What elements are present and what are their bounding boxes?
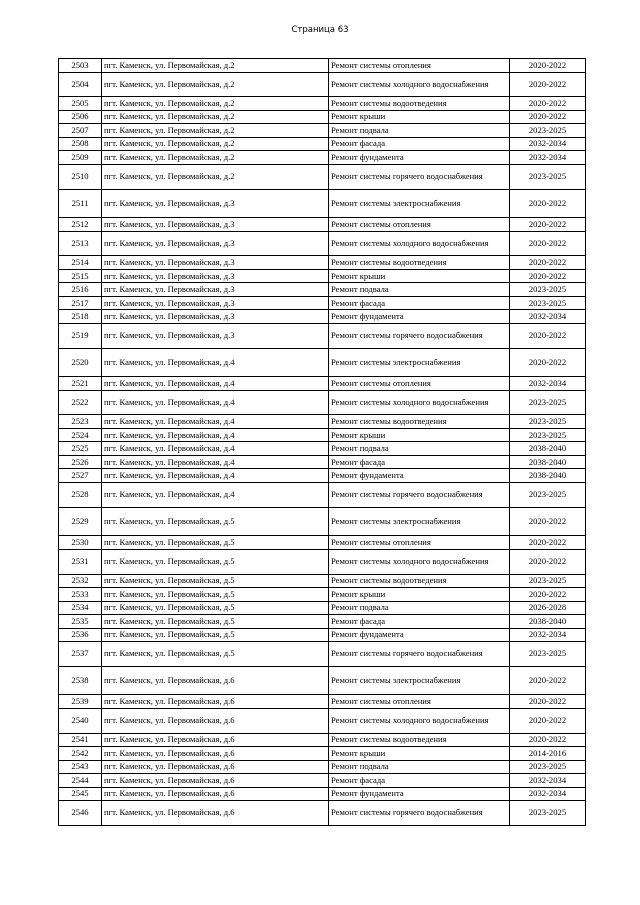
address-cell: пгт. Каменск, ул. Первомайская, д.6 [102,708,329,733]
address-cell: пгт. Каменск, ул. Первомайская, д.3 [102,218,329,232]
period-cell: 2020-2022 [510,256,586,270]
repair-schedule-table [58,58,586,826]
period-cell: 2023-2025 [510,642,586,667]
work-type-cell: Ремонт фасада [329,615,510,629]
address-cell: пгт. Каменск, ул. Первомайская, д.5 [102,549,329,574]
period-cell: 2020-2022 [510,536,586,550]
row-number: 2524 [59,428,102,442]
row-number: 2519 [59,323,102,348]
row-number: 2516 [59,283,102,297]
table-row [59,231,586,256]
row-number: 2546 [59,801,102,826]
period-cell: 2026-2028 [510,601,586,615]
table-row [59,218,586,232]
table-row [59,110,586,124]
period-cell: 2023-2025 [510,164,586,189]
period-cell: 2020-2022 [510,549,586,574]
address-cell: пгт. Каменск, ул. Первомайская, д.4 [102,469,329,483]
row-number: 2512 [59,218,102,232]
period-cell: 2020-2022 [510,588,586,602]
row-number: 2523 [59,415,102,429]
work-type-cell: Ремонт системы электроснабжения [329,189,510,218]
table-row [59,323,586,348]
work-type-cell: Ремонт фасада [329,137,510,151]
period-cell: 2023-2025 [510,124,586,138]
row-number: 2535 [59,615,102,629]
row-number: 2526 [59,455,102,469]
work-type-cell: Ремонт фундамента [329,469,510,483]
table-row [59,507,586,536]
row-number: 2530 [59,536,102,550]
address-cell: пгт. Каменск, ул. Первомайская, д.6 [102,747,329,761]
period-cell: 2023-2025 [510,390,586,415]
row-number: 2504 [59,72,102,97]
period-cell: 2020-2022 [510,189,586,218]
row-number: 2506 [59,110,102,124]
table-row [59,601,586,615]
row-number: 2545 [59,787,102,801]
work-type-cell: Ремонт системы горячего водоснабжения [329,801,510,826]
table-row [59,588,586,602]
work-type-cell: Ремонт системы водоотведения [329,97,510,111]
period-cell: 2038-2040 [510,442,586,456]
row-number: 2505 [59,97,102,111]
period-cell: 2020-2022 [510,666,586,695]
address-cell: пгт. Каменск, ул. Первомайская, д.2 [102,59,329,73]
period-cell: 2020-2022 [510,110,586,124]
work-type-cell: Ремонт системы электроснабжения [329,348,510,377]
table-row [59,708,586,733]
address-cell: пгт. Каменск, ул. Первомайская, д.4 [102,455,329,469]
address-cell: пгт. Каменск, ул. Первомайская, д.2 [102,164,329,189]
row-number: 2503 [59,59,102,73]
row-number: 2528 [59,482,102,507]
address-cell: пгт. Каменск, ул. Первомайская, д.5 [102,628,329,642]
period-cell: 2038-2040 [510,469,586,483]
address-cell: пгт. Каменск, ул. Первомайская, д.5 [102,536,329,550]
row-number: 2513 [59,231,102,256]
period-cell: 2032-2034 [510,137,586,151]
table-row [59,666,586,695]
row-number: 2521 [59,377,102,391]
address-cell: пгт. Каменск, ул. Первомайская, д.6 [102,733,329,747]
work-type-cell: Ремонт системы холодного водоснабжения [329,390,510,415]
address-cell: пгт. Каменск, ул. Первомайская, д.2 [102,97,329,111]
row-number: 2511 [59,189,102,218]
work-type-cell: Ремонт системы водоотведения [329,733,510,747]
page-header: Страница 63 [291,25,349,35]
period-cell: 2023-2025 [510,482,586,507]
work-type-cell: Ремонт системы горячего водоснабжения [329,164,510,189]
address-cell: пгт. Каменск, ул. Первомайская, д.5 [102,507,329,536]
address-cell: пгт. Каменск, ул. Первомайская, д.4 [102,428,329,442]
period-cell: 2032-2034 [510,628,586,642]
period-cell: 2020-2022 [510,72,586,97]
period-cell: 2020-2022 [510,733,586,747]
row-number: 2531 [59,549,102,574]
table-row [59,189,586,218]
address-cell: пгт. Каменск, ул. Первомайская, д.6 [102,695,329,709]
row-number: 2540 [59,708,102,733]
work-type-cell: Ремонт системы холодного водоснабжения [329,708,510,733]
work-type-cell: Ремонт системы электроснабжения [329,507,510,536]
work-type-cell: Ремонт системы горячего водоснабжения [329,482,510,507]
period-cell: 2020-2022 [510,507,586,536]
row-number: 2509 [59,151,102,165]
row-number: 2543 [59,760,102,774]
period-cell: 2038-2040 [510,615,586,629]
work-type-cell: Ремонт системы отопления [329,536,510,550]
row-number: 2517 [59,296,102,310]
period-cell: 2020-2022 [510,695,586,709]
table-row [59,97,586,111]
table-row [59,348,586,377]
row-number: 2529 [59,507,102,536]
table-row [59,72,586,97]
table-row [59,787,586,801]
address-cell: пгт. Каменск, ул. Первомайская, д.3 [102,310,329,324]
period-cell: 2032-2034 [510,377,586,391]
period-cell: 2020-2022 [510,59,586,73]
address-cell: пгт. Каменск, ул. Первомайская, д.4 [102,390,329,415]
table-row [59,695,586,709]
work-type-cell: Ремонт фундамента [329,151,510,165]
period-cell: 2032-2034 [510,310,586,324]
table-row [59,59,586,73]
row-number: 2525 [59,442,102,456]
address-cell: пгт. Каменск, ул. Первомайская, д.3 [102,269,329,283]
row-number: 2514 [59,256,102,270]
period-cell: 2023-2025 [510,760,586,774]
address-cell: пгт. Каменск, ул. Первомайская, д.5 [102,642,329,667]
work-type-cell: Ремонт системы холодного водоснабжения [329,231,510,256]
table-row [59,482,586,507]
row-number: 2518 [59,310,102,324]
period-cell: 2020-2022 [510,231,586,256]
period-cell: 2023-2025 [510,428,586,442]
address-cell: пгт. Каменск, ул. Первомайская, д.3 [102,231,329,256]
period-cell: 2023-2025 [510,296,586,310]
table-row [59,296,586,310]
table-row [59,760,586,774]
table-row [59,628,586,642]
work-type-cell: Ремонт системы холодного водоснабжения [329,72,510,97]
address-cell: пгт. Каменск, ул. Первомайская, д.3 [102,189,329,218]
period-cell: 2020-2022 [510,97,586,111]
work-type-cell: Ремонт фасада [329,296,510,310]
work-type-cell: Ремонт подвала [329,442,510,456]
table-row [59,428,586,442]
address-cell: пгт. Каменск, ул. Первомайская, д.6 [102,666,329,695]
work-type-cell: Ремонт системы отопления [329,377,510,391]
period-cell: 2032-2034 [510,151,586,165]
period-cell: 2020-2022 [510,708,586,733]
row-number: 2527 [59,469,102,483]
address-cell: пгт. Каменск, ул. Первомайская, д.6 [102,774,329,788]
address-cell: пгт. Каменск, ул. Первомайская, д.2 [102,124,329,138]
period-cell: 2032-2034 [510,774,586,788]
period-cell: 2038-2040 [510,455,586,469]
table-row [59,747,586,761]
table-row [59,615,586,629]
work-type-cell: Ремонт фундамента [329,787,510,801]
table-row [59,310,586,324]
row-number: 2536 [59,628,102,642]
table-body [59,59,586,826]
table-row [59,801,586,826]
address-cell: пгт. Каменск, ул. Первомайская, д.4 [102,377,329,391]
period-cell: 2023-2025 [510,283,586,297]
row-number: 2544 [59,774,102,788]
table-row [59,574,586,588]
work-type-cell: Ремонт системы отопления [329,695,510,709]
address-cell: пгт. Каменск, ул. Первомайская, д.5 [102,601,329,615]
table-row [59,442,586,456]
work-type-cell: Ремонт системы отопления [329,218,510,232]
address-cell: пгт. Каменск, ул. Первомайская, д.4 [102,442,329,456]
address-cell: пгт. Каменск, ул. Первомайская, д.3 [102,283,329,297]
row-number: 2533 [59,588,102,602]
table-row [59,536,586,550]
table-row [59,164,586,189]
address-cell: пгт. Каменск, ул. Первомайская, д.5 [102,574,329,588]
row-number: 2534 [59,601,102,615]
address-cell: пгт. Каменск, ул. Первомайская, д.5 [102,588,329,602]
address-cell: пгт. Каменск, ул. Первомайская, д.3 [102,256,329,270]
address-cell: пгт. Каменск, ул. Первомайская, д.4 [102,482,329,507]
work-type-cell: Ремонт фасада [329,774,510,788]
work-type-cell: Ремонт подвала [329,601,510,615]
table-row [59,390,586,415]
work-type-cell: Ремонт подвала [329,124,510,138]
address-cell: пгт. Каменск, ул. Первомайская, д.6 [102,801,329,826]
row-number: 2539 [59,695,102,709]
address-cell: пгт. Каменск, ул. Первомайская, д.4 [102,348,329,377]
table-row [59,137,586,151]
table-row [59,549,586,574]
work-type-cell: Ремонт крыши [329,588,510,602]
table-row [59,377,586,391]
row-number: 2538 [59,666,102,695]
address-cell: пгт. Каменск, ул. Первомайская, д.2 [102,72,329,97]
table-row [59,642,586,667]
table-row [59,124,586,138]
period-cell: 2023-2025 [510,574,586,588]
work-type-cell: Ремонт системы отопления [329,59,510,73]
work-type-cell: Ремонт подвала [329,760,510,774]
work-type-cell: Ремонт крыши [329,269,510,283]
table-row [59,269,586,283]
address-cell: пгт. Каменск, ул. Первомайская, д.5 [102,615,329,629]
work-type-cell: Ремонт крыши [329,747,510,761]
address-cell: пгт. Каменск, ул. Первомайская, д.3 [102,323,329,348]
row-number: 2541 [59,733,102,747]
work-type-cell: Ремонт фундамента [329,628,510,642]
period-cell: 2023-2025 [510,415,586,429]
work-type-cell: Ремонт фундамента [329,310,510,324]
address-cell: пгт. Каменск, ул. Первомайская, д.4 [102,415,329,429]
work-type-cell: Ремонт системы холодного водоснабжения [329,549,510,574]
table-row [59,774,586,788]
row-number: 2507 [59,124,102,138]
period-cell: 2014-2016 [510,747,586,761]
work-type-cell: Ремонт крыши [329,110,510,124]
row-number: 2537 [59,642,102,667]
work-type-cell: Ремонт системы водоотведения [329,574,510,588]
work-type-cell: Ремонт системы горячего водоснабжения [329,323,510,348]
table-row [59,415,586,429]
work-type-cell: Ремонт системы электроснабжения [329,666,510,695]
period-cell: 2020-2022 [510,323,586,348]
row-number: 2520 [59,348,102,377]
row-number: 2532 [59,574,102,588]
period-cell: 2020-2022 [510,348,586,377]
table-row [59,283,586,297]
row-number: 2542 [59,747,102,761]
work-type-cell: Ремонт фасада [329,455,510,469]
table-row [59,469,586,483]
row-number: 2515 [59,269,102,283]
address-cell: пгт. Каменск, ул. Первомайская, д.6 [102,787,329,801]
period-cell: 2020-2022 [510,269,586,283]
table-row [59,733,586,747]
address-cell: пгт. Каменск, ул. Первомайская, д.2 [102,110,329,124]
work-type-cell: Ремонт системы водоотведения [329,256,510,270]
work-type-cell: Ремонт крыши [329,428,510,442]
address-cell: пгт. Каменск, ул. Первомайская, д.2 [102,137,329,151]
work-type-cell: Ремонт подвала [329,283,510,297]
period-cell: 2023-2025 [510,801,586,826]
row-number: 2508 [59,137,102,151]
address-cell: пгт. Каменск, ул. Первомайская, д.2 [102,151,329,165]
address-cell: пгт. Каменск, ул. Первомайская, д.6 [102,760,329,774]
work-type-cell: Ремонт системы горячего водоснабжения [329,642,510,667]
address-cell: пгт. Каменск, ул. Первомайская, д.3 [102,296,329,310]
table-row [59,455,586,469]
row-number: 2522 [59,390,102,415]
table-row [59,151,586,165]
period-cell: 2032-2034 [510,787,586,801]
table-row [59,256,586,270]
row-number: 2510 [59,164,102,189]
work-type-cell: Ремонт системы водоотведения [329,415,510,429]
period-cell: 2020-2022 [510,218,586,232]
